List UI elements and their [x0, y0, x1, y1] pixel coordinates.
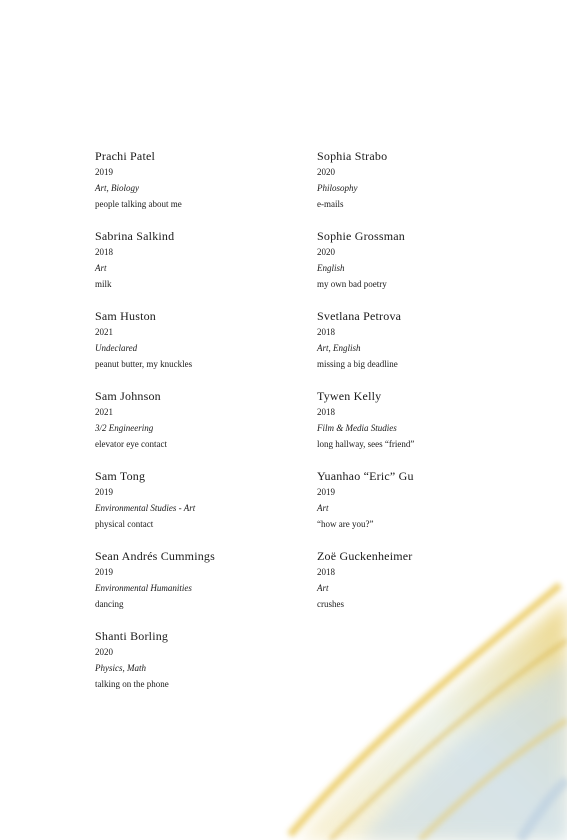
contributor-name: Svetlana Petrova	[317, 309, 402, 323]
contributor-name: Yuanhao “Eric” Gu	[317, 469, 414, 483]
contributor-year: 2021	[95, 327, 113, 337]
contributor-answer: physical contact	[95, 519, 154, 529]
contributor-name: Sabrina Salkind	[95, 229, 175, 243]
contributor-name: Zoë Guckenheimer	[317, 549, 413, 563]
contributor-year: 2018	[317, 327, 335, 337]
contributor-major: Environmental Studies - Art	[95, 503, 196, 513]
contributor-name: Sean Andrés Cummings	[95, 549, 215, 563]
contributor-major: Art, Biology	[95, 183, 139, 193]
contributor-major: Physics, Math	[95, 663, 146, 673]
contributor-year: 2020	[317, 167, 335, 177]
list-item	[317, 308, 517, 388]
contributor-answer: talking on the phone	[95, 679, 169, 689]
contributor-answer: peanut butter, my knuckles	[95, 359, 193, 369]
list-item	[95, 228, 295, 308]
contributor-name: Sam Huston	[95, 309, 157, 323]
list-item	[317, 548, 517, 628]
contributor-answer: milk	[95, 279, 112, 289]
contributor-answer: long hallway, sees “friend”	[317, 439, 415, 449]
contributor-year: 2019	[95, 567, 113, 577]
list-item	[95, 388, 295, 468]
list-item	[317, 388, 517, 468]
list-item	[95, 628, 295, 708]
list-item	[317, 468, 517, 548]
contributor-year: 2020	[95, 647, 113, 657]
contributor-major: Art	[95, 263, 107, 273]
list-item	[95, 308, 295, 388]
contributor-answer: missing a big deadline	[317, 359, 398, 369]
contributor-answer: elevator eye contact	[95, 439, 167, 449]
right-column	[317, 148, 517, 628]
left-column	[95, 148, 295, 708]
contributor-name: Sophie Grossman	[317, 229, 405, 243]
contributor-answer: dancing	[95, 599, 124, 609]
contributor-year: 2018	[317, 567, 335, 577]
contributor-major: Philosophy	[317, 183, 358, 193]
contributor-year: 2019	[95, 167, 113, 177]
list-item	[317, 228, 517, 308]
contributor-major: Art	[317, 583, 329, 593]
contributor-name: Shanti Borling	[95, 629, 169, 643]
contributor-name: Tywen Kelly	[317, 389, 382, 403]
contributor-year: 2018	[95, 247, 113, 257]
contributor-answer: people talking about me	[95, 199, 182, 209]
contributor-answer: “how are you?”	[317, 519, 374, 529]
contributor-major: 3/2 Engineering	[95, 423, 154, 433]
contributor-name: Sam Tong	[95, 469, 146, 483]
contributor-answer: crushes	[317, 599, 344, 609]
contributor-major: Environmental Humanities	[95, 583, 192, 593]
list-item	[95, 548, 295, 628]
contributor-year: 2020	[317, 247, 335, 257]
contributor-major: Film & Media Studies	[317, 423, 397, 433]
contributor-name: Sophia Strabo	[317, 149, 388, 163]
contributor-name: Sam Johnson	[95, 389, 161, 403]
list-item	[317, 148, 517, 228]
list-item	[95, 468, 295, 548]
contributor-answer: e-mails	[317, 199, 344, 209]
contributor-year: 2019	[95, 487, 113, 497]
contributor-year: 2018	[317, 407, 335, 417]
contributor-major: English	[317, 263, 345, 273]
contributor-answer: my own bad poetry	[317, 279, 387, 289]
list-item	[95, 148, 295, 228]
contributor-year: 2021	[95, 407, 113, 417]
contributor-major: Art, English	[317, 343, 361, 353]
contributor-name: Prachi Patel	[95, 149, 156, 163]
contributor-major: Undeclared	[95, 343, 138, 353]
contributor-major: Art	[317, 503, 329, 513]
contributor-year: 2019	[317, 487, 335, 497]
